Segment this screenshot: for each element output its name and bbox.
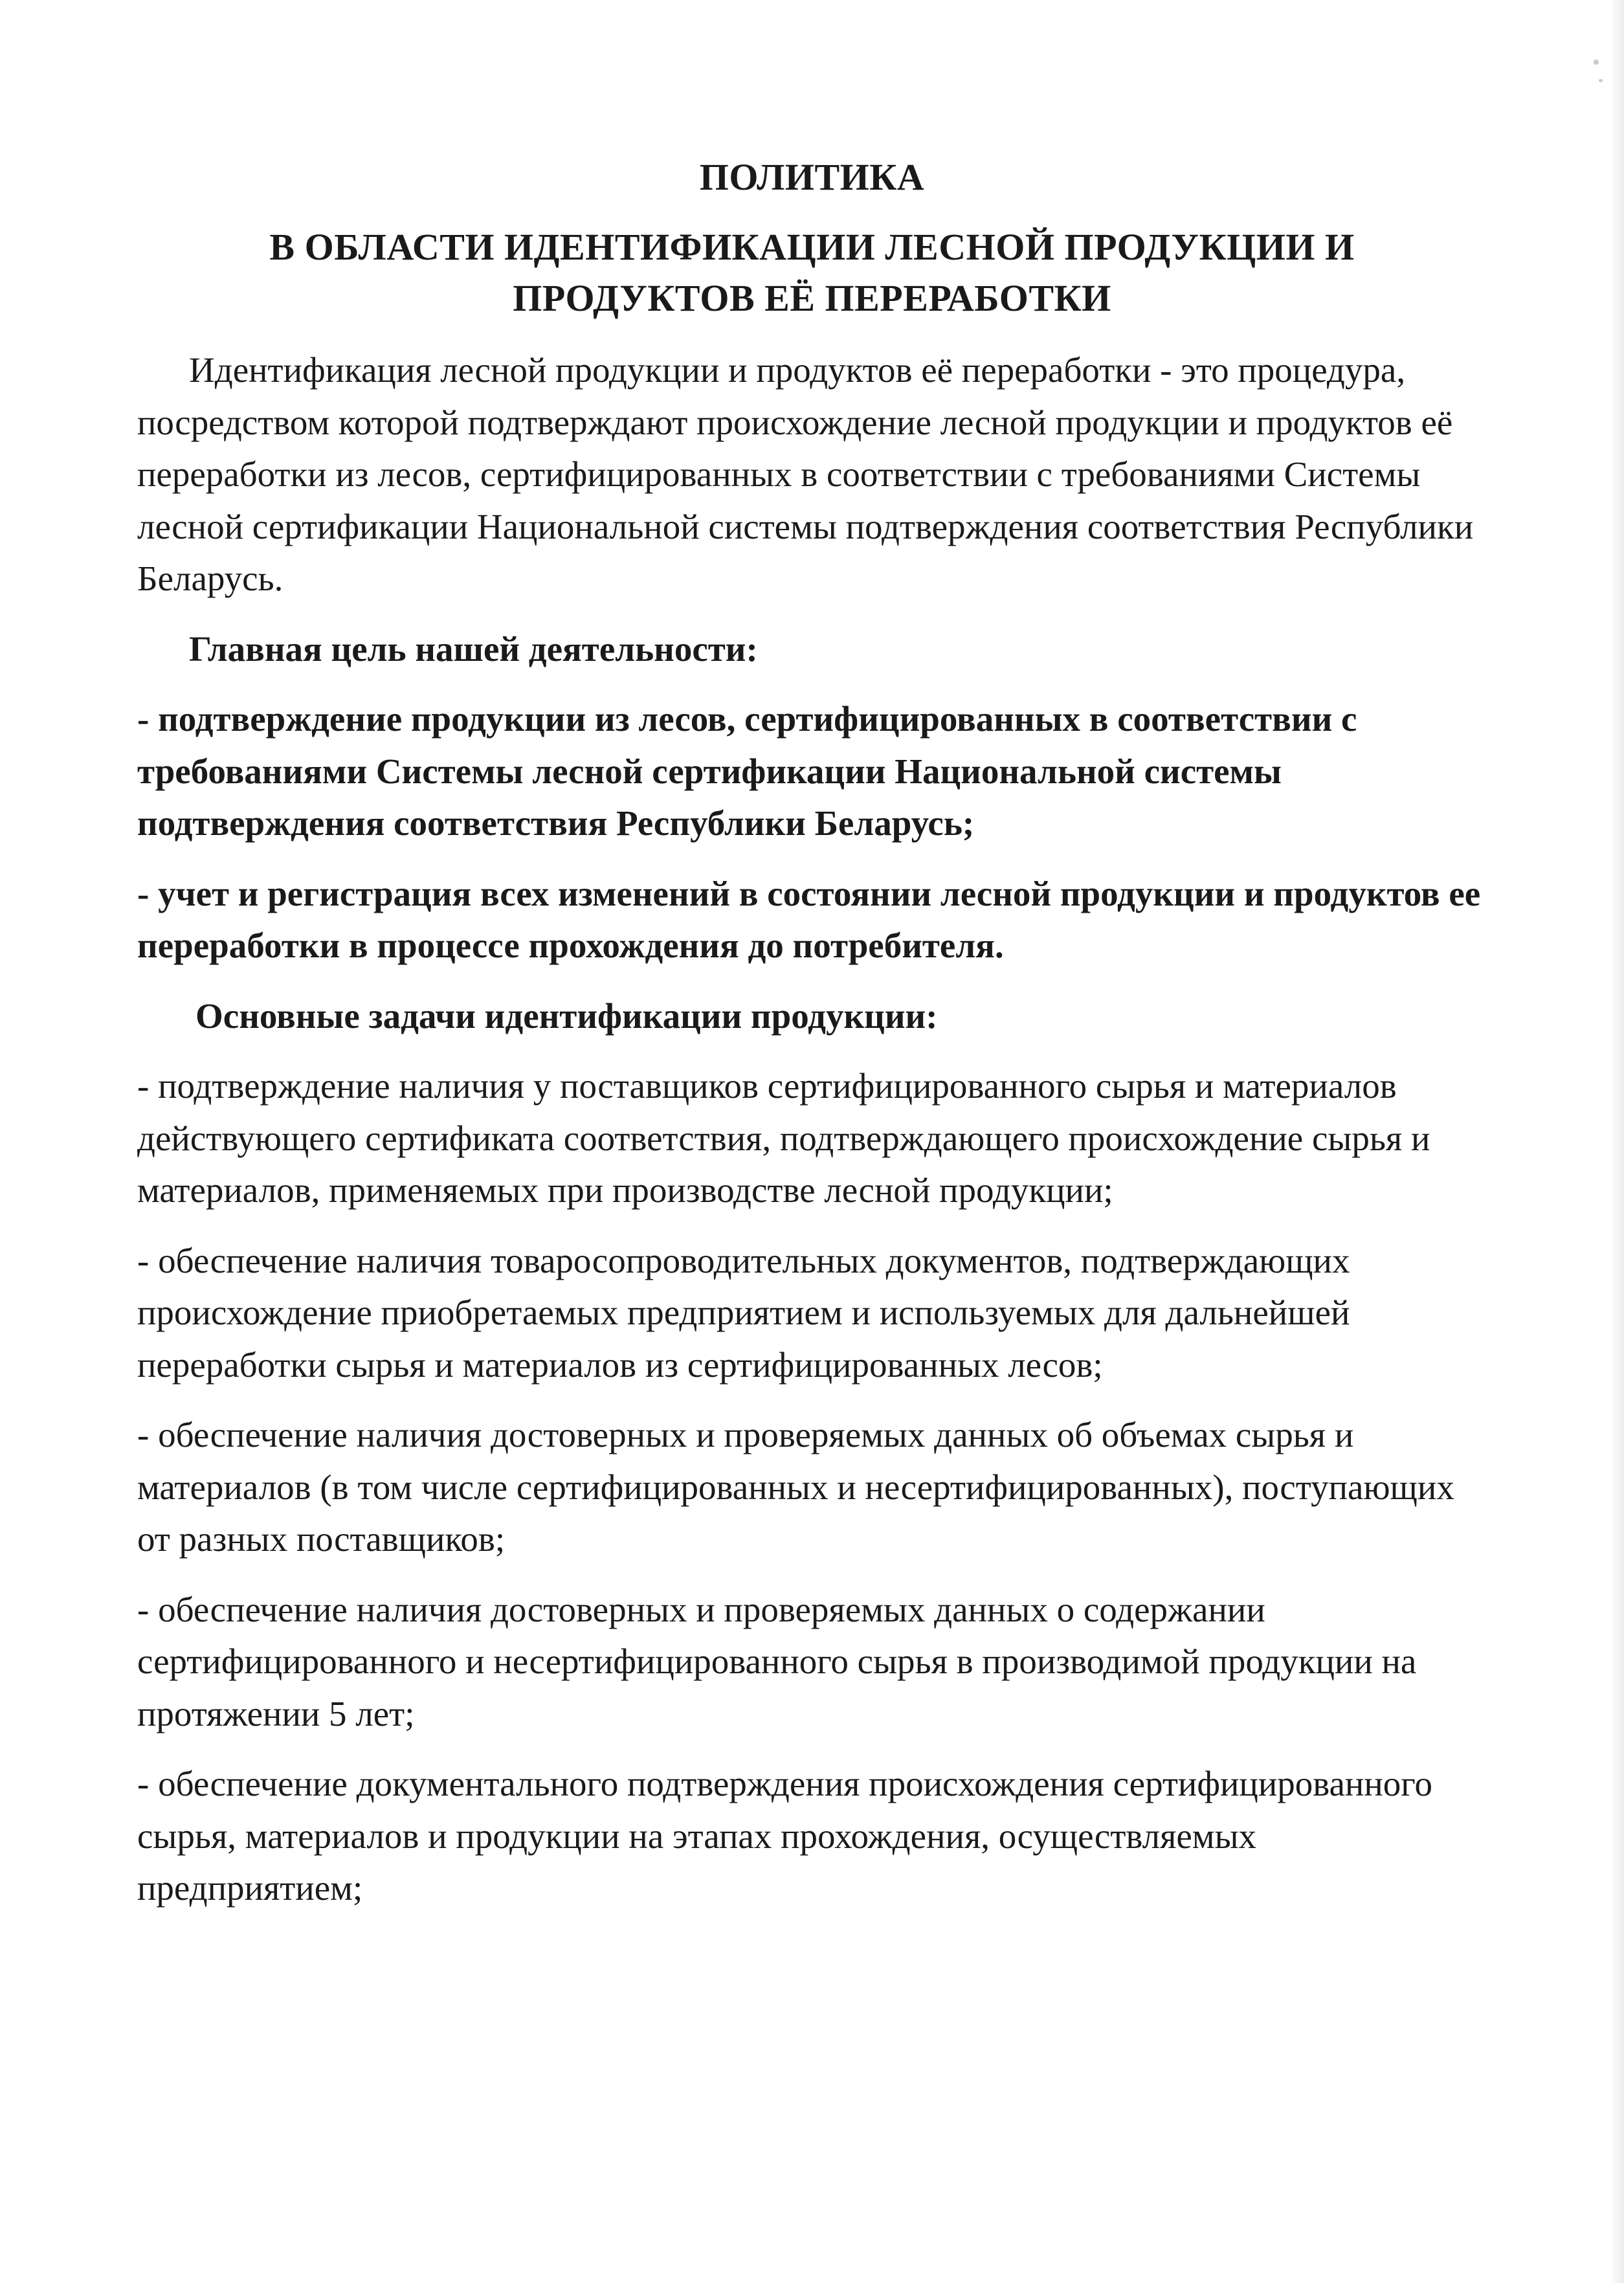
scan-speck (1594, 60, 1599, 65)
document-title: ПОЛИТИКА (699, 156, 925, 198)
task-item: - обеспечение документального подтверждения происхождения сертифицированного сырья, материалов и продукции на этапах прохождения, осуществляемых предприятием; (137, 1764, 1432, 1908)
document-subtitle-line-2: ПРОДУКТОВ ЕЁ ПЕРЕРАБОТКИ (513, 277, 1111, 319)
task-item: - обеспечение наличия товаросопроводительных документов, подтверждающих происхождение приобретаемых предприятием и используемых для дальнейшей переработки сырья и материалов из сертифицированных лесов; (137, 1240, 1350, 1385)
goal-heading: Главная цель нашей деятельности: (189, 629, 758, 669)
goal-item: - подтверждение продукции из лесов, сертифицированных в соответствии с требованиями Системы лесной сертификации Национальной системы подтверждения соответствия Республики Беларусь; (137, 699, 1357, 843)
tasks-heading: Основные задачи идентификации продукции: (195, 996, 938, 1036)
scan-edge-shadow (1612, 0, 1624, 2283)
task-item: - подтверждение наличия у поставщиков сертифицированного сырья и материалов действующего сертификата соответствия, подтверждающего происхождение сырья и материалов, применяемых при производстве лесной продукции; (137, 1066, 1430, 1210)
intro-paragraph: Идентификация лесной продукции и продуктов её переработки - это процедура, посредством которой подтверждают происхождение лесной продукции и продуктов её переработки из лесов, сертифицированных в соответствии с требованиями Системы лесной сертификации Национальной системы подтверждения соответствия Республики Беларусь. (137, 350, 1474, 598)
scan-speck (1599, 79, 1603, 82)
task-item: - обеспечение наличия достоверных и проверяемых данных об объемах сырья и материалов (в том числе сертифицированных и несертифицированных), поступающих от разных поставщиков; (137, 1415, 1454, 1559)
document-subtitle-line-1: В ОБЛАСТИ ИДЕНТИФИКАЦИИ ЛЕСНОЙ ПРОДУКЦИИ И (269, 226, 1355, 268)
document-body (137, 344, 1490, 1915)
goal-item: - учет и регистрация всех изменений в состоянии лесной продукции и продуктов ее переработки в процессе прохождения до потребителя. (137, 873, 1481, 965)
task-item: - обеспечение наличия достоверных и проверяемых данных о содержании сертифицированного и несертифицированного сырья в производимой продукции на протяжении 5 лет; (137, 1589, 1417, 1733)
